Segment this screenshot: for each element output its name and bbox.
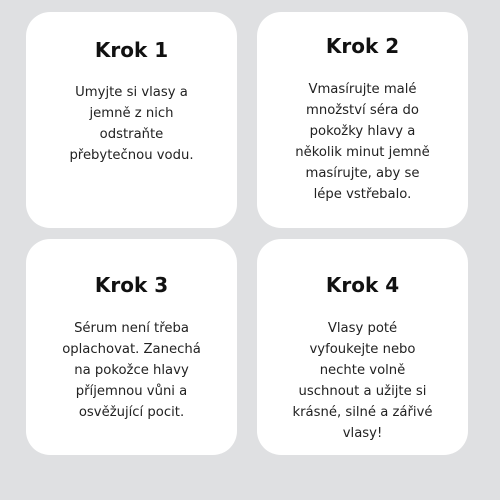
- step-card-2: [257, 12, 468, 228]
- step-description: Sérum není třeba oplachovat. Zanechá na pokožce hlavy příjemnou vůni a osvěžující pocit.: [62, 321, 201, 420]
- step-title: Krok 4: [325, 273, 400, 297]
- step-description: Umyjte si vlasy a jemně z nich odstraňte přebytečnou vodu.: [69, 85, 194, 163]
- step-card-4: [257, 239, 468, 455]
- step-title: Krok 2: [325, 34, 400, 58]
- step-title: Krok 3: [94, 273, 169, 297]
- step-card-1: [26, 12, 237, 228]
- step-card-3: [26, 239, 237, 455]
- step-description: Vmasírujte malé množství séra do pokožky hlavy a několik minut jemně masírujte, aby se lépe vstřebalo.: [295, 82, 430, 202]
- step-title: Krok 1: [94, 38, 169, 62]
- step-description: Vlasy poté vyfoukejte nebo nechte volně uschnout a užijte si krásné, silné a zářivé vlasy!: [292, 321, 433, 441]
